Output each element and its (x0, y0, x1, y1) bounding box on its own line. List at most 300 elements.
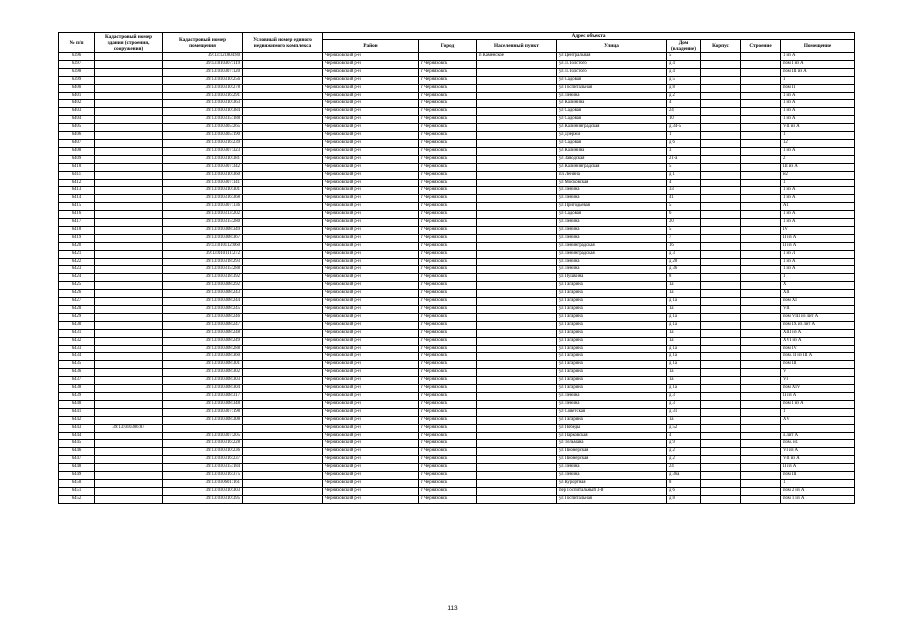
street-cell: ул Гагарина (557, 361, 667, 369)
street-cell: ул Ленинградская (557, 250, 667, 258)
house-cell: 5 (667, 203, 701, 211)
row-number-cell: 6399 (59, 76, 95, 84)
building-cadastral-cell (95, 100, 163, 108)
building-cadastral-cell (95, 60, 163, 68)
table-body (59, 53, 855, 504)
street-cell: ул Ленина (557, 226, 667, 234)
house-cell: 10 (667, 116, 701, 124)
premises-cadastral-cell: 39:13:010315:280 (163, 219, 243, 227)
district-cell: Черняховский р-н (323, 329, 419, 337)
building-cadastral-cell (95, 432, 163, 440)
settlement-cell (477, 116, 557, 124)
house-cell: 1а (667, 337, 701, 345)
street-cell: ул Калинина (557, 100, 667, 108)
stroenie-cell (741, 258, 781, 266)
conditional-number-cell (243, 440, 323, 448)
building-cadastral-cell (95, 124, 163, 132)
table-row (59, 203, 855, 211)
room-cell: XVI из А (781, 337, 855, 345)
premises-cadastral-cell: 39:13:010310:236 (163, 448, 243, 456)
street-cell: ул Ленина (557, 258, 667, 266)
row-number-cell: 6435 (59, 361, 95, 369)
korpus-cell (701, 139, 741, 147)
col-korpus-header: Корпус (701, 40, 741, 53)
house-cell: д 8 (667, 84, 701, 92)
table-row (59, 424, 855, 432)
stroenie-cell (741, 234, 781, 242)
table-row (59, 155, 855, 163)
room-cell: 1 из А (781, 187, 855, 195)
building-cadastral-cell (95, 187, 163, 195)
conditional-number-cell (243, 60, 323, 68)
korpus-cell (701, 487, 741, 495)
premises-cadastral-cell: 39:13:010307:205 (163, 432, 243, 440)
building-cadastral-cell (95, 163, 163, 171)
table-row (59, 100, 855, 108)
house-cell: 1а (667, 306, 701, 314)
house-cell: д 2 (667, 448, 701, 456)
room-cell: пом 2 из А (781, 487, 855, 495)
district-cell: Черняховский р-н (323, 495, 419, 503)
building-cadastral-cell (95, 219, 163, 227)
street-cell: ул Пригодьевая (557, 203, 667, 211)
house-cell: 20 (667, 219, 701, 227)
building-cadastral-cell (95, 132, 163, 140)
building-cadastral-cell (95, 385, 163, 393)
city-cell (419, 53, 477, 61)
korpus-cell (701, 211, 741, 219)
building-cadastral-cell (95, 440, 163, 448)
korpus-cell (701, 60, 741, 68)
stroenie-cell (741, 147, 781, 155)
house-cell: д 1 (667, 171, 701, 179)
korpus-cell (701, 84, 741, 92)
table-row (59, 258, 855, 266)
table-header (59, 33, 855, 53)
settlement-cell (477, 274, 557, 282)
street-cell: ул Гагарина (557, 377, 667, 385)
stroenie-cell (741, 203, 781, 211)
room-cell: 1 из А (781, 266, 855, 274)
korpus-cell (701, 76, 741, 84)
street-cell: ул Пионерская (557, 456, 667, 464)
korpus-cell (701, 53, 741, 61)
house-cell: д 4 (667, 60, 701, 68)
district-cell: Черняховский р-н (323, 266, 419, 274)
stroenie-cell (741, 313, 781, 321)
street-cell: ул Л.Толстого (557, 68, 667, 76)
premises-cadastral-cell: 39:13:010316:237 (163, 456, 243, 464)
building-cadastral-cell (95, 76, 163, 84)
conditional-number-cell (243, 416, 323, 424)
room-cell: 1 из А (781, 53, 855, 61)
house-cell: 41 (667, 195, 701, 203)
settlement-cell (477, 321, 557, 329)
settlement-cell (477, 211, 557, 219)
row-number-cell: 6438 (59, 385, 95, 393)
street-cell: ул Садовая (557, 139, 667, 147)
house-cell: д 2 (667, 456, 701, 464)
stroenie-cell (741, 250, 781, 258)
city-cell: г Черняховск (419, 242, 477, 250)
district-cell: Черняховский р-н (323, 155, 419, 163)
korpus-cell (701, 147, 741, 155)
col-premises-header: Кадастровый номер помещения (163, 33, 243, 53)
district-cell: Черняховский р-н (323, 424, 419, 432)
row-number-cell: 6449 (59, 472, 95, 480)
conditional-number-cell (243, 187, 323, 195)
settlement-cell (477, 258, 557, 266)
premises-cadastral-cell: 39:13:010601:161 (163, 479, 243, 487)
room-cell: VI из А (781, 448, 855, 456)
conditional-number-cell (243, 495, 323, 503)
conditional-number-cell (243, 377, 323, 385)
table-row (59, 211, 855, 219)
room-cell: н2 (781, 171, 855, 179)
house-cell: д 1а (667, 385, 701, 393)
house-cell: д 1а (667, 353, 701, 361)
stroenie-cell (741, 298, 781, 306)
row-number-cell: 6396 (59, 53, 95, 61)
stroenie-cell (741, 211, 781, 219)
settlement-cell (477, 345, 557, 353)
district-cell: Черняховский р-н (323, 116, 419, 124)
col-building-header: Кадастровый номер здания (строения, сооружения) (95, 33, 163, 53)
row-number-cell: 6408 (59, 147, 95, 155)
room-cell: II из А (781, 242, 855, 250)
building-cadastral-cell (95, 179, 163, 187)
district-cell: Черняховский р-н (323, 163, 419, 171)
street-cell: ул Ленина (557, 92, 667, 100)
row-number-cell: 6440 (59, 400, 95, 408)
premises-cadastral-cell: 39:13:010307:323 (163, 147, 243, 155)
district-cell: Черняховский р-н (323, 456, 419, 464)
house-cell: 5 (667, 53, 701, 61)
street-cell: ул Гагарина (557, 298, 667, 306)
room-cell: 1 из А (781, 147, 855, 155)
row-number-cell: 6411 (59, 171, 95, 179)
premises-cadastral-cell: 39:13:010307:136 (163, 203, 243, 211)
stroenie-cell (741, 369, 781, 377)
korpus-cell (701, 408, 741, 416)
city-cell: г Черняховск (419, 306, 477, 314)
premises-cadastral-cell: 39:13:010305:190 (163, 132, 243, 140)
premises-cadastral-cell: 39:13:010308:247 (163, 321, 243, 329)
row-number-cell: 6448 (59, 464, 95, 472)
row-number-cell: 6437 (59, 377, 95, 385)
street-cell: ул Гагарина (557, 329, 667, 337)
city-cell: г Черняховск (419, 76, 477, 84)
district-cell: Черняховский р-н (323, 440, 419, 448)
table-row (59, 377, 855, 385)
house-cell: 21-а (667, 155, 701, 163)
settlement-cell (477, 377, 557, 385)
room-cell: 1 из А (781, 211, 855, 219)
settlement-cell (477, 495, 557, 503)
room-cell: 1 (781, 132, 855, 140)
stroenie-cell (741, 329, 781, 337)
room-cell: А1 (781, 203, 855, 211)
conditional-number-cell (243, 100, 323, 108)
building-cadastral-cell (95, 329, 163, 337)
city-cell: г Черняховск (419, 472, 477, 480)
korpus-cell (701, 377, 741, 385)
conditional-number-cell (243, 408, 323, 416)
row-number-cell: 6405 (59, 124, 95, 132)
room-cell (781, 424, 855, 432)
house-cell: д 3 (667, 400, 701, 408)
district-cell: Черняховский р-н (323, 464, 419, 472)
house-cell: 1 (667, 132, 701, 140)
stroenie-cell (741, 377, 781, 385)
premises-cadastral-cell: 39:13:010111:272 (163, 250, 243, 258)
row-number-cell: 6443 (59, 424, 95, 432)
table-row (59, 147, 855, 155)
building-cadastral-cell (95, 290, 163, 298)
house-cell: д 9 (667, 440, 701, 448)
row-number-cell: 6406 (59, 132, 95, 140)
street-cell: ул Ленина (557, 195, 667, 203)
table-row (59, 84, 855, 92)
table-row (59, 290, 855, 298)
room-cell: VI (781, 377, 855, 385)
district-cell: Черняховский р-н (323, 60, 419, 68)
building-cadastral-cell (95, 456, 163, 464)
korpus-cell (701, 424, 741, 432)
korpus-cell (701, 242, 741, 250)
street-cell: ул Ленинградская (557, 242, 667, 250)
building-cadastral-cell (95, 408, 163, 416)
row-number-cell: 6407 (59, 139, 95, 147)
premises-cadastral-cell: 39:13:010310:395 (163, 495, 243, 503)
house-cell: 8 (667, 274, 701, 282)
settlement-cell (477, 250, 557, 258)
korpus-cell (701, 226, 741, 234)
city-cell: г Черняховск (419, 266, 477, 274)
conditional-number-cell (243, 290, 323, 298)
room-cell: 1 из А (781, 92, 855, 100)
district-cell: Черняховский р-н (323, 313, 419, 321)
conditional-number-cell (243, 479, 323, 487)
korpus-cell (701, 274, 741, 282)
row-number-cell: 6398 (59, 68, 95, 76)
table-row (59, 266, 855, 274)
house-cell: 1а (667, 329, 701, 337)
korpus-cell (701, 464, 741, 472)
premises-cadastral-cell: 39:13:010308:246 (163, 313, 243, 321)
premises-cadastral-cell: 39:13:010310:360 (163, 171, 243, 179)
street-cell: ул Гагарина (557, 282, 667, 290)
korpus-cell (701, 495, 741, 503)
korpus-cell (701, 337, 741, 345)
col-room-header: Помещение (781, 40, 855, 53)
premises-cadastral-cell: 39:13:010307:120 (163, 68, 243, 76)
room-cell: 1 (781, 76, 855, 84)
room-cell: II из А (781, 234, 855, 242)
row-number-cell: 6418 (59, 226, 95, 234)
city-cell: г Черняховск (419, 377, 477, 385)
room-cell: пом IV (781, 345, 855, 353)
house-cell: д 5 (667, 76, 701, 84)
settlement-cell (477, 187, 557, 195)
district-cell: Черняховский р-н (323, 68, 419, 76)
district-cell: Черняховский р-н (323, 298, 419, 306)
stroenie-cell (741, 92, 781, 100)
stroenie-cell (741, 155, 781, 163)
district-cell: Черняховский р-н (323, 226, 419, 234)
table-row (59, 385, 855, 393)
city-cell: г Черняховск (419, 116, 477, 124)
stroenie-cell (741, 448, 781, 456)
settlement-cell (477, 234, 557, 242)
row-number-cell: 6410 (59, 163, 95, 171)
row-number-cell: 6429 (59, 313, 95, 321)
building-cadastral-cell (95, 472, 163, 480)
premises-cadastral-cell: 39:13:010308:292 (163, 282, 243, 290)
table-row (59, 392, 855, 400)
street-cell: ул Гагарина (557, 385, 667, 393)
korpus-cell (701, 329, 741, 337)
city-cell: г Черняховск (419, 147, 477, 155)
city-cell: г Черняховск (419, 108, 477, 116)
conditional-number-cell (243, 472, 323, 480)
room-cell: II из А (781, 464, 855, 472)
korpus-cell (701, 258, 741, 266)
building-cadastral-cell: 39:13:010306:87 (95, 424, 163, 432)
korpus-cell (701, 266, 741, 274)
settlement-cell (477, 84, 557, 92)
table-row (59, 242, 855, 250)
premises-cadastral-cell: 39:13:010313:202 (163, 211, 243, 219)
premises-cadastral-cell: 39:13:010308:349 (163, 226, 243, 234)
korpus-cell (701, 456, 741, 464)
stroenie-cell (741, 219, 781, 227)
house-cell: д 6 (667, 139, 701, 147)
street-cell: ул Московская (557, 179, 667, 187)
city-cell: г Черняховск (419, 132, 477, 140)
street-cell: ул Советская (557, 408, 667, 416)
room-cell: IV (781, 226, 855, 234)
district-cell: Черняховский р-н (323, 171, 419, 179)
settlement-cell (477, 76, 557, 84)
street-cell: ул Парковская (557, 432, 667, 440)
street-cell: ул Ленина (557, 464, 667, 472)
conditional-number-cell (243, 234, 323, 242)
district-cell: Черняховский р-н (323, 487, 419, 495)
house-cell: д 4 (667, 68, 701, 76)
row-number-cell: 6419 (59, 234, 95, 242)
table-row (59, 479, 855, 487)
street-cell: ул Садовая (557, 116, 667, 124)
conditional-number-cell (243, 250, 323, 258)
city-cell: г Черняховск (419, 290, 477, 298)
row-number-cell: 6442 (59, 416, 95, 424)
conditional-number-cell (243, 313, 323, 321)
street-cell: ул Ленина (557, 472, 667, 480)
house-cell: 4 (667, 100, 701, 108)
city-cell: г Черняховск (419, 226, 477, 234)
building-cadastral-cell (95, 155, 163, 163)
house-cell: д 8 (667, 495, 701, 503)
stroenie-cell (741, 132, 781, 140)
conditional-number-cell (243, 242, 323, 250)
city-cell: г Черняховск (419, 282, 477, 290)
building-cadastral-cell (95, 353, 163, 361)
street-cell: ул Гагарина (557, 416, 667, 424)
city-cell: г Черняховск (419, 250, 477, 258)
street-cell: ул Гагарина (557, 321, 667, 329)
row-number-cell: 6402 (59, 100, 95, 108)
premises-cadastral-cell: 39:13:010308:248 (163, 329, 243, 337)
settlement-cell (477, 108, 557, 116)
room-cell: пом I из А (781, 60, 855, 68)
building-cadastral-cell (95, 266, 163, 274)
korpus-cell (701, 219, 741, 227)
address-group-header: Адрес объекта (323, 33, 855, 40)
street-cell: ул Тельмана (557, 440, 667, 448)
table-row (59, 369, 855, 377)
stroenie-cell (741, 345, 781, 353)
district-cell: Черняховский р-н (323, 345, 419, 353)
building-cadastral-cell (95, 464, 163, 472)
house-cell: д 34-5 (667, 124, 701, 132)
stroenie-cell (741, 306, 781, 314)
premises-cadastral-cell: 39:13:010308:348 (163, 400, 243, 408)
room-cell: 1 из А (781, 116, 855, 124)
row-number-cell: 6447 (59, 456, 95, 464)
city-cell: г Черняховск (419, 337, 477, 345)
building-cadastral-cell (95, 250, 163, 258)
conditional-number-cell (243, 179, 323, 187)
row-number-cell: 6404 (59, 116, 95, 124)
district-cell: Черняховский р-н (323, 219, 419, 227)
premises-cadastral-cell: 39:13:010315:184 (163, 464, 243, 472)
premises-cadastral-cell: 39:13:010310:256 (163, 76, 243, 84)
premises-cadastral-cell: 39:13:010308:317 (163, 392, 243, 400)
street-cell: ул Центральная (557, 53, 667, 61)
row-number-cell: 6431 (59, 329, 95, 337)
table-row (59, 195, 855, 203)
city-cell: г Черняховск (419, 274, 477, 282)
district-cell: Черняховский р-н (323, 179, 419, 187)
table-row (59, 353, 855, 361)
settlement-cell (477, 329, 557, 337)
stroenie-cell (741, 179, 781, 187)
korpus-cell (701, 116, 741, 124)
street-cell: ул Л.Толстого (557, 60, 667, 68)
premises-cadastral-cell: 39:13:010310:303 (163, 487, 243, 495)
settlement-cell (477, 155, 557, 163)
city-cell: г Черняховск (419, 211, 477, 219)
korpus-cell (701, 321, 741, 329)
korpus-cell (701, 361, 741, 369)
stroenie-cell (741, 385, 781, 393)
settlement-cell (477, 92, 557, 100)
city-cell: г Черняховск (419, 479, 477, 487)
conditional-number-cell (243, 456, 323, 464)
row-number-cell: 6400 (59, 84, 95, 92)
district-cell: Черняховский р-н (323, 448, 419, 456)
room-cell: пом. н1 (781, 440, 855, 448)
row-number-cell: 6421 (59, 250, 95, 258)
stroenie-cell (741, 290, 781, 298)
row-number-cell: 6434 (59, 353, 95, 361)
premises-cadastral-cell: 39:13:010112:060 (163, 242, 243, 250)
building-cadastral-cell (95, 68, 163, 76)
stroenie-cell (741, 76, 781, 84)
premises-cadastral-cell: 39:13:010308:303 (163, 377, 243, 385)
district-cell: Черняховский р-н (323, 274, 419, 282)
